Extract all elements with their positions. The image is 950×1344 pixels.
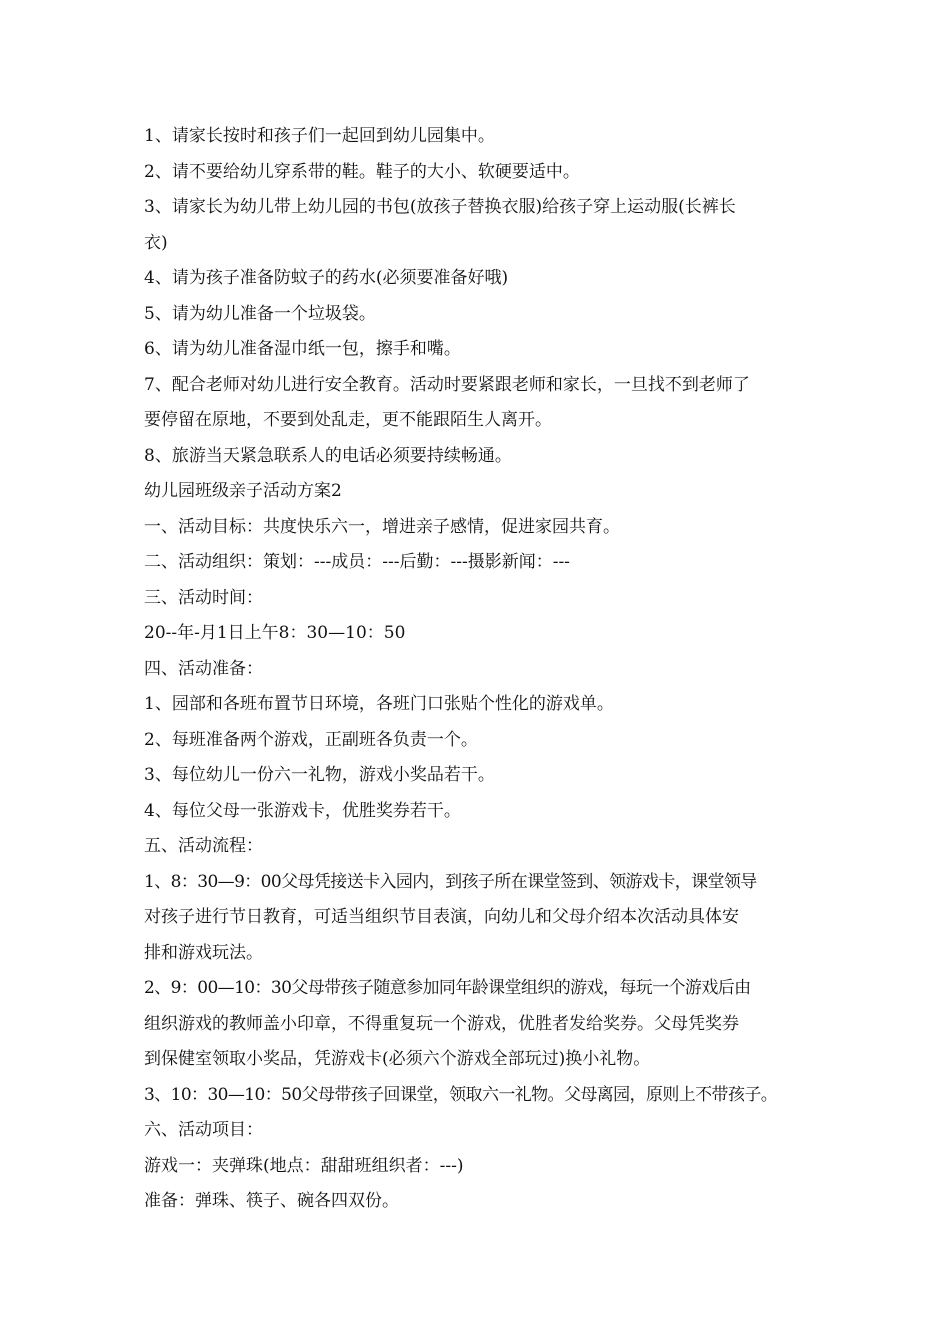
text-line: 对孩子进行节日教育，可适当组织节目表演，向幼儿和父母介绍本次活动具体安 <box>144 907 739 927</box>
text-line: 4、请为孩子准备防蚊子的药水(必须要准备好哦) <box>144 268 509 288</box>
text-line: 2、每班准备两个游戏，正副班各负责一个。 <box>144 729 478 750</box>
section-heading: 三、活动时间： <box>144 587 263 608</box>
text-line: 4、每位父母一张游戏卡，优胜奖券若干。 <box>144 800 461 821</box>
text-line: 组织游戏的教师盖小印章，不得重复玩一个游戏，优胜者发给奖券。父母凭奖券 <box>144 1013 739 1034</box>
section-heading: 六、活动项目： <box>144 1120 263 1140</box>
text-line: 1、8：30—9：00父母凭接送卡入园内，到孩子所在课堂签到、领游戏卡，课堂领导 <box>144 871 757 892</box>
text-line: 2、9：00—10：30父母带孩子随意参加同年龄课堂组织的游戏，每玩一个游戏后由 <box>144 978 751 998</box>
text-line: 5、请为幼儿准备一个垃圾袋。 <box>144 303 376 324</box>
text-line: 6、请为幼儿准备湿巾纸一包，擦手和嘴。 <box>144 339 461 359</box>
text-line: 一、活动目标：共度快乐六一，增进亲子感情，促进家园共育。 <box>144 516 620 537</box>
text-line: 二、活动组织：策划：---成员：---后勤：---摄影新闻：--- <box>144 552 570 572</box>
text-line: 2、请不要给幼儿穿系带的鞋。鞋子的大小、软硬要适中。 <box>144 161 580 182</box>
text-line: 20--年-月1日上午8：30—10：50 <box>144 623 406 643</box>
text-line: 7、配合老师对幼儿进行安全教育。活动时要紧跟老师和家长，一旦找不到老师了 <box>144 374 750 395</box>
text-line: 排和游戏玩法。 <box>144 942 263 963</box>
text-line: 准备：弹珠、筷子、碗各四双份。 <box>144 1191 399 1211</box>
text-line: 要停留在原地，不要到处乱走，更不能跟陌生人离开。 <box>144 410 552 430</box>
document-body <box>144 119 824 1220</box>
section-title: 幼儿园班级亲子活动方案2 <box>144 481 342 501</box>
text-line: 1、园部和各班布置节日环境，各班门口张贴个性化的游戏单。 <box>144 694 614 714</box>
text-line: 1、请家长按时和孩子们一起回到幼儿园集中。 <box>144 126 495 146</box>
section-heading: 五、活动流程： <box>144 836 263 856</box>
text-line: 3、每位幼儿一份六一礼物，游戏小奖品若干。 <box>144 765 495 785</box>
text-line: 游戏一：夹弹珠(地点：甜甜班组织者：---) <box>144 1155 464 1176</box>
text-line: 3、请家长为幼儿带上幼儿园的书包(放孩子替换衣服)给孩子穿上运动服(长裤长 <box>144 197 736 217</box>
text-line: 到保健室领取小奖品，凭游戏卡(必须六个游戏全部玩过)换小礼物。 <box>144 1049 651 1069</box>
text-line: 衣) <box>144 232 168 253</box>
section-heading: 四、活动准备： <box>144 658 263 679</box>
text-line: 8、旅游当天紧急联系人的电话必须要持续畅通。 <box>144 445 512 466</box>
text-line: 3、10：30—10：50父母带孩子回课堂，领取六一礼物。父母离园，原则上不带孩子。 <box>144 1084 778 1105</box>
